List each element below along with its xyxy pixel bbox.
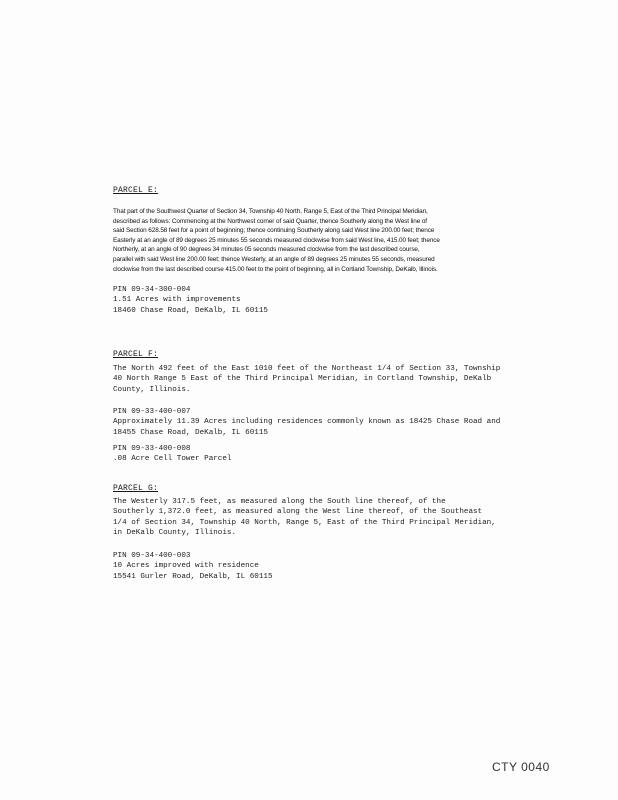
parcel-e-legal-line: clockwise from the last described course 415.00 feet to the point of beginning, all in Cortland Township, DeKalb, Illinois. — [113, 265, 438, 273]
parcel-e-pin: PIN 09-34-300-004 — [113, 286, 191, 294]
parcel-g-legal-line: 1/4 of Section 34, Township 40 North, Range 5, East of the Third Principal Meridian, — [113, 518, 496, 527]
parcel-e-info — [113, 285, 268, 316]
parcel-e-heading: PARCEL E: — [113, 186, 159, 195]
parcel-f-cell-tower: .08 Acre Cell Tower Parcel — [113, 455, 232, 464]
parcel-g-legal-line: The Westerly 317.5 feet, as measured along the South line thereof, of the — [113, 498, 446, 506]
parcel-g-heading: PARCEL G: — [113, 484, 159, 493]
parcel-e-legal-line: Easterly at an angle of 89 degrees 25 minutes 55 seconds measured clockwise from said West line, 415.00 feet; thence — [113, 236, 440, 244]
parcel-e-legal-line: parallel with said West line 200.00 feet; thence Westerly, at an angle of 89 degrees 25 minutes 55 seconds, measured — [113, 255, 435, 263]
parcel-f-heading: PARCEL F: — [113, 350, 159, 359]
parcel-e-legal-line: said Section 628.58 feet for a point of beginning; thence continuing Southerly along said West line 200.00 feet; thence — [113, 227, 435, 235]
parcel-g-pin: PIN 09-34-400-003 — [113, 552, 191, 560]
parcel-e-legal-line: Northerly, at an angle of 90 degrees 34 minutes 05 seconds measured clockwise from the last described course, — [113, 246, 420, 254]
parcel-f-legal-description — [113, 364, 500, 395]
parcel-f-address: 18455 Chase Road, DeKalb, IL 60115 — [113, 428, 268, 437]
parcel-e-acreage: 1.51 Acres with improvements — [113, 296, 241, 305]
parcel-g-legal-line: Southerly 1,372.0 feet, as measured along the West line thereof, of the Southeast — [113, 508, 483, 517]
parcel-e-legal-line: described as follows: Commencing at the Northwest corner of said Quarter, thence Southerly along the West line of — [113, 217, 427, 225]
parcel-g-info — [113, 551, 273, 582]
parcel-g-legal-description — [113, 497, 496, 539]
parcel-f-description: Approximately 11.39 Acres including residences commonly known as 18425 Chase Road and — [113, 418, 501, 427]
parcel-f-info-block-1 — [113, 407, 500, 438]
parcel-f-pin: PIN 09-33-400-007 — [113, 408, 191, 416]
document-id-stamp: CTY 0040 — [492, 760, 550, 774]
parcel-g-address: 15541 Gurler Road, DeKalb, IL 60115 — [113, 572, 273, 581]
parcel-f-legal-line: The North 492 feet of the East 1010 feet of the Northeast 1/4 of Section 33, Township — [113, 365, 501, 373]
parcel-f-legal-line: 40 North Range 5 East of the Third Principal Meridian, in Cortland Township, DeKalb — [113, 375, 492, 384]
parcel-e-legal-line: That part of the Southwest Quarter of Section 34, Township 40 North, Range 5, East of the Third Principal Meridian, — [113, 208, 428, 215]
parcel-f-legal-line: County, Illinois. — [113, 385, 191, 394]
parcel-e-address: 18460 Chase Road, DeKalb, IL 60115 — [113, 306, 268, 315]
parcel-f-pin-2: PIN 09-33-400-008 — [113, 445, 191, 453]
parcel-g-acreage: 10 Acres improved with residence — [113, 562, 259, 571]
parcel-g-legal-line: in DeKalb County, Illinois. — [113, 529, 237, 538]
parcel-f-info-block-2 — [113, 444, 231, 465]
parcel-e-legal-description — [113, 207, 549, 274]
